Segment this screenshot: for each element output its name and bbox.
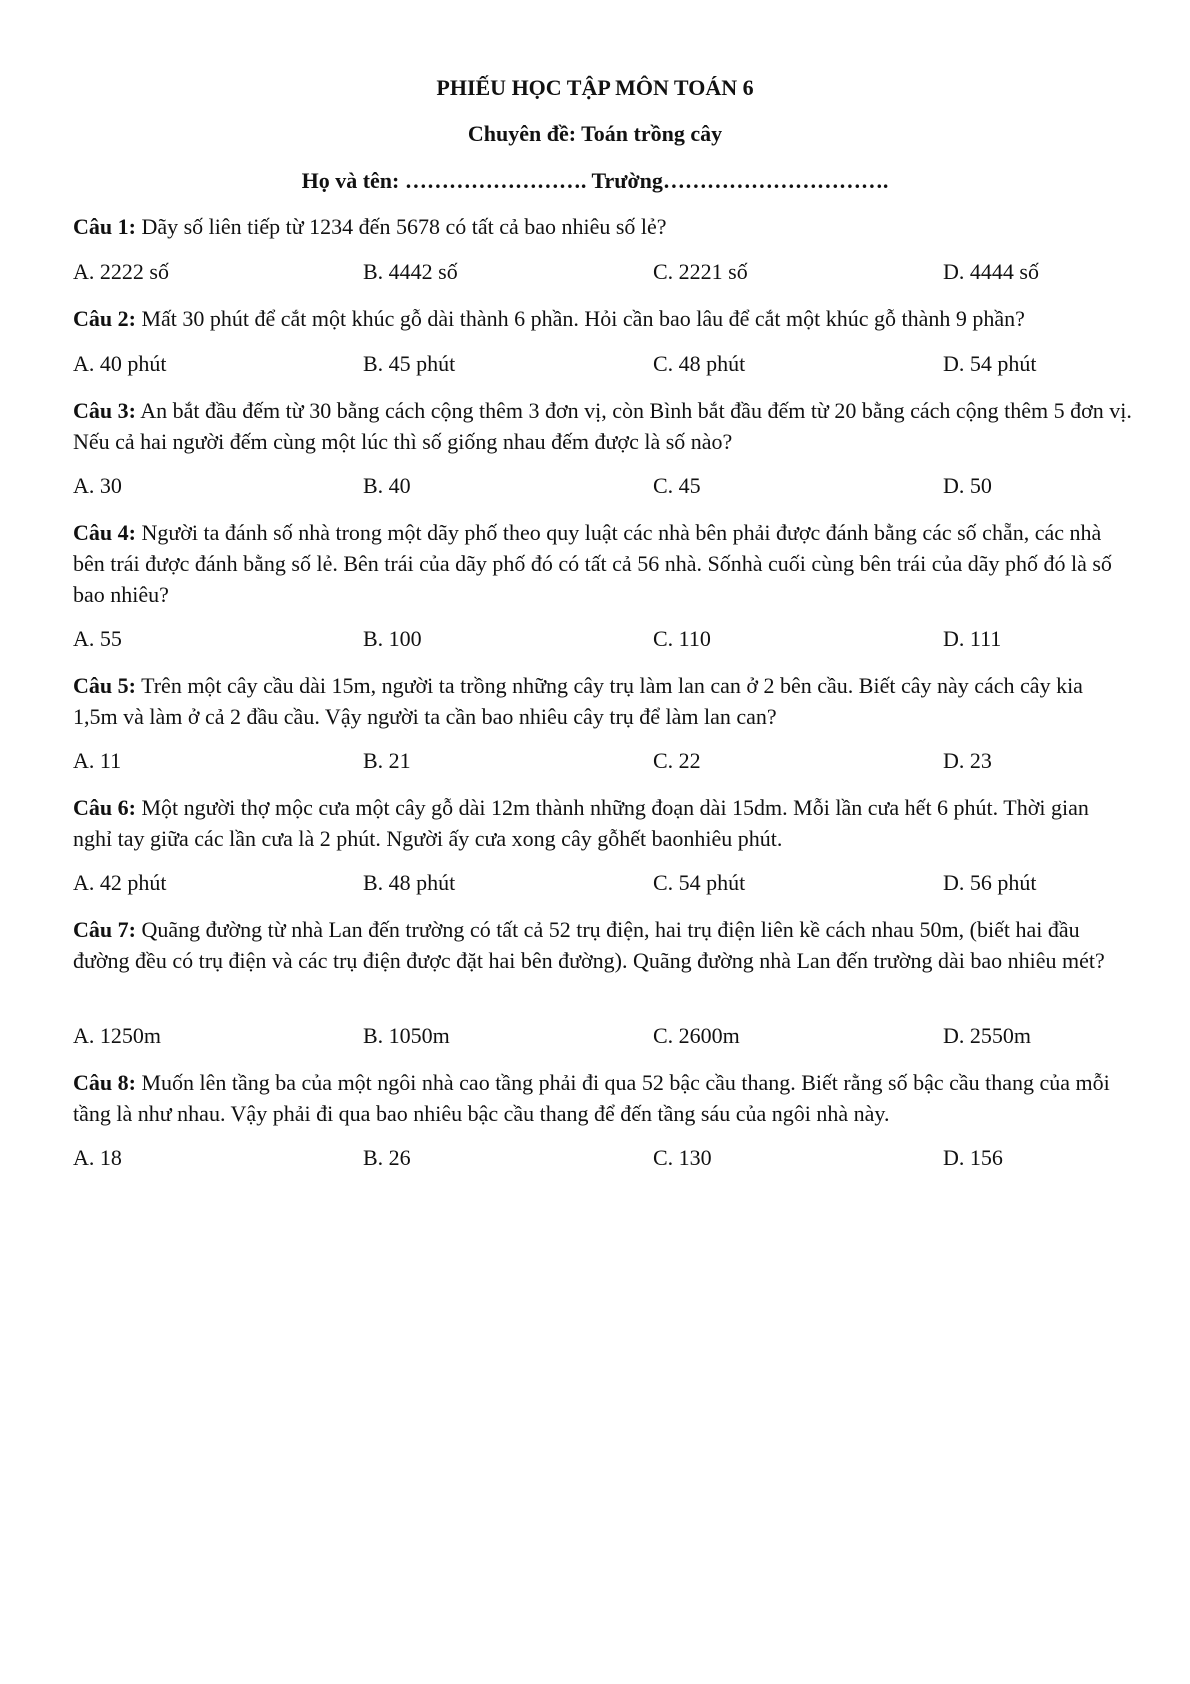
question-7 <box>73 914 1133 976</box>
question-label: Câu 6: <box>73 795 136 820</box>
option-b: B. 4442 số <box>363 259 458 284</box>
option-c: C. 2221 số <box>653 259 748 284</box>
question-1 <box>73 211 1133 242</box>
option-b: B. 26 <box>363 1145 411 1170</box>
option-b: B. 21 <box>363 748 411 773</box>
question-label: Câu 2: <box>73 306 136 331</box>
option-a: A. 55 <box>73 626 122 651</box>
option-c: C. 22 <box>653 748 701 773</box>
option-d: D. 56 phút <box>943 870 1037 895</box>
option-c: C. 54 phút <box>653 870 746 895</box>
option-a: A. 2222 số <box>73 259 169 284</box>
worksheet-subtitle: Chuyên đề: Toán trồng cây <box>467 121 723 146</box>
question-text: Người ta đánh số nhà trong một dãy phố theo quy luật các nhà bên phải được đánh bằng các số chẵn, các nhà bên trái được đánh bằng số lẻ. Bên trái của dãy phố đó có tất cả 56 nhà. Sốnhà cuối cùng bên trái của dãy phố đó là số bao nhiêu? <box>73 520 1112 607</box>
question-8-options <box>73 1144 1133 1172</box>
option-c: C. 110 <box>653 626 711 651</box>
question-text: Trên một cây cầu dài 15m, người ta trồng những cây trụ làm lan can ở 2 bên cầu. Biết cây này cách cây kia 1,5m và làm ở cả 2 đầu cầu. Vậy người ta cần bao nhiêu cây trụ để làm lan can? <box>73 673 1083 729</box>
question-4-options <box>73 625 1133 653</box>
option-b: B. 100 <box>363 626 422 651</box>
question-7-options <box>73 1022 1133 1050</box>
worksheet-title: PHIẾU HỌC TẬP MÔN TOÁN 6 <box>436 75 754 100</box>
question-label: Câu 1: <box>73 214 136 239</box>
option-d: D. 2550m <box>943 1023 1031 1048</box>
question-6 <box>73 792 1133 854</box>
question-label: Câu 4: <box>73 520 136 545</box>
question-2 <box>73 303 1133 334</box>
question-5-options <box>73 747 1133 775</box>
question-text: Mất 30 phút để cắt một khúc gỗ dài thành 6 phần. Hỏi cần bao lâu để cắt một khúc gỗ thành 9 phần? <box>141 306 1025 331</box>
question-3 <box>73 395 1133 457</box>
option-d: D. 4444 số <box>943 259 1039 284</box>
question-8 <box>73 1067 1133 1129</box>
option-a: A. 42 phút <box>73 870 167 895</box>
option-d: D. 156 <box>943 1145 1003 1170</box>
option-a: A. 11 <box>73 748 122 773</box>
question-label: Câu 3: <box>73 398 136 423</box>
option-d: D. 111 <box>943 626 1002 651</box>
question-label: Câu 8: <box>73 1070 136 1095</box>
question-text: An bắt đầu đếm từ 30 bằng cách cộng thêm 3 đơn vị, còn Bình bắt đầu đếm từ 20 bằng cách cộng thêm 5 đơn vị. Nếu cả hai người đếm cùng một lúc thì số giống nhau đếm được là số nào? <box>73 398 1132 454</box>
option-b: B. 45 phút <box>363 351 456 376</box>
question-text: Dãy số liên tiếp từ 1234 đến 5678 có tất cả bao nhiêu số lẻ? <box>141 214 667 239</box>
question-1-options <box>73 258 1133 286</box>
option-d: D. 50 <box>943 473 992 498</box>
question-3-options <box>73 472 1133 500</box>
question-5 <box>73 670 1133 732</box>
question-2-options <box>73 350 1133 378</box>
question-text: Muốn lên tầng ba của một ngôi nhà cao tầng phải đi qua 52 bậc cầu thang. Biết rằng số bậc cầu thang của mỗi tầng là như nhau. Vậy phải đi qua bao nhiêu bậc cầu thang để đến tầng sáu của ngôi nhà này. <box>73 1070 1110 1126</box>
option-b: B. 1050m <box>363 1023 450 1048</box>
question-text: Một người thợ mộc cưa một cây gỗ dài 12m thành những đoạn dài 15dm. Mỗi lần cưa hết 6 phút. Thời gian nghỉ tay giữa các lần cưa là 2 phút. Người ấy cưa xong cây gỗhết baonhiêu phút. <box>73 795 1089 851</box>
option-c: C. 130 <box>653 1145 712 1170</box>
option-c: C. 48 phút <box>653 351 746 376</box>
student-info-line: Họ và tên: ……………………. Trường…………………………. <box>301 168 889 193</box>
option-a: A. 30 <box>73 473 122 498</box>
question-4 <box>73 517 1133 610</box>
question-text: Quãng đường từ nhà Lan đến trường có tất cả 52 trụ điện, hai trụ điện liên kề cách nhau 50m, (biết hai đầu đường đều có trụ điện và các trụ điện được đặt hai bên đường). Quãng đường nhà Lan đến trường dài bao nhiêu mét? <box>73 917 1105 973</box>
option-a: A. 40 phút <box>73 351 167 376</box>
option-d: D. 23 <box>943 748 992 773</box>
question-6-options <box>73 869 1133 897</box>
option-b: B. 40 <box>363 473 411 498</box>
option-a: A. 1250m <box>73 1023 161 1048</box>
question-label: Câu 7: <box>73 917 136 942</box>
option-d: D. 54 phút <box>943 351 1037 376</box>
option-a: A. 18 <box>73 1145 122 1170</box>
question-label: Câu 5: <box>73 673 136 698</box>
option-c: C. 45 <box>653 473 701 498</box>
option-b: B. 48 phút <box>363 870 456 895</box>
option-c: C. 2600m <box>653 1023 740 1048</box>
